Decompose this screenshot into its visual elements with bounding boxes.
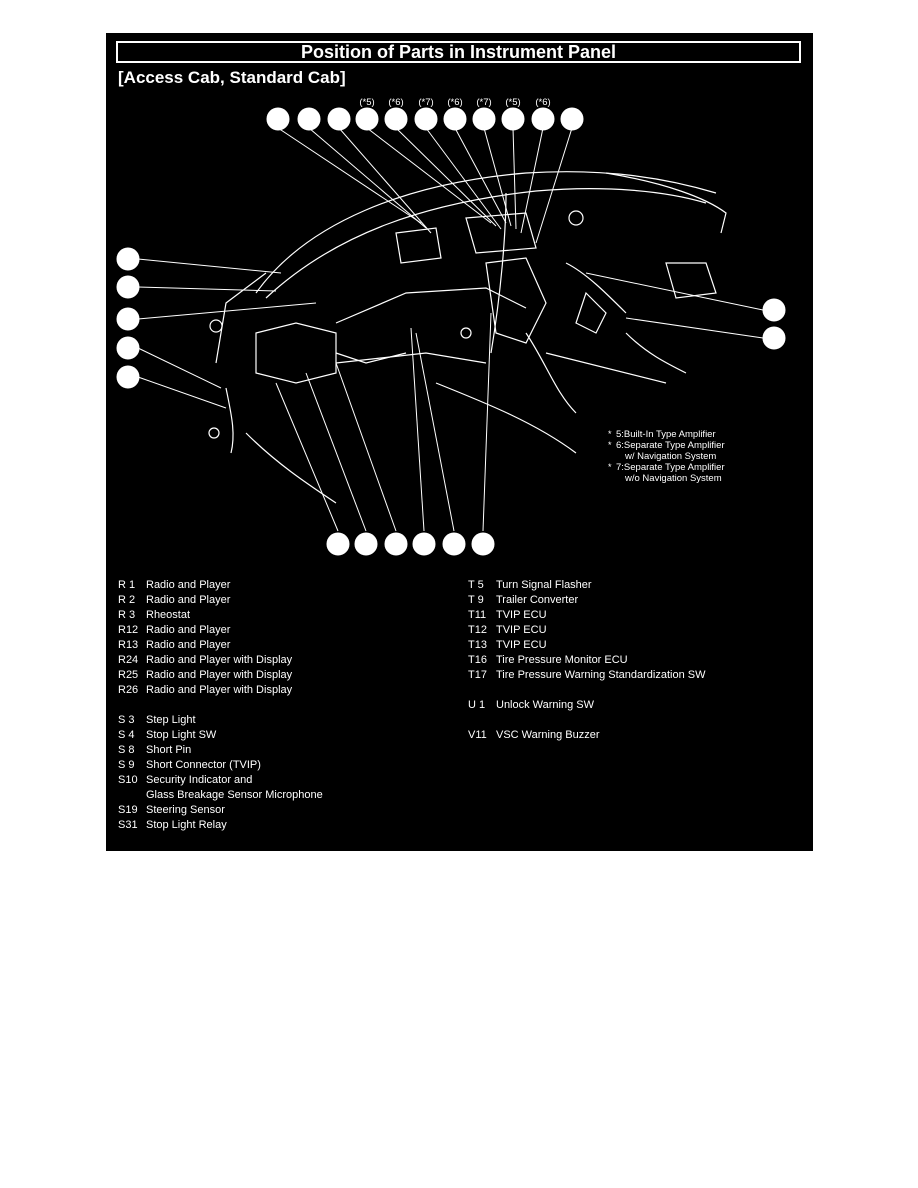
legend-label: Tire Pressure Monitor ECU bbox=[496, 654, 628, 666]
callout-S19 bbox=[443, 533, 465, 555]
legend-code: S19 bbox=[118, 804, 138, 816]
callout-T17 bbox=[385, 533, 407, 555]
legend-left-column bbox=[118, 578, 323, 833]
callout-R12 bbox=[415, 108, 437, 130]
callout-T11 bbox=[267, 108, 289, 130]
legend-code: R12 bbox=[118, 624, 139, 636]
legend-code: T13 bbox=[468, 639, 487, 651]
legend-right-column bbox=[468, 578, 706, 743]
callout-note: (*7) bbox=[418, 97, 434, 108]
footnotes bbox=[608, 429, 725, 484]
legend-label: Tire Pressure Warning Standardization SW bbox=[496, 669, 706, 681]
legend-code: R 2 bbox=[118, 594, 136, 606]
legend-label: Radio and Player with Display bbox=[146, 684, 293, 696]
legend-code: R 1 bbox=[118, 579, 136, 591]
footnote-text: w/o Navigation System bbox=[625, 473, 722, 484]
svg-text:U1: U1 bbox=[476, 540, 490, 551]
legend-row bbox=[118, 578, 323, 593]
left-callouts bbox=[117, 248, 139, 388]
callout-S4 bbox=[117, 276, 139, 298]
callout-S31 bbox=[117, 248, 139, 270]
callout-note: (*6) bbox=[388, 97, 404, 108]
legend-label: Stop Light Relay bbox=[146, 819, 227, 831]
callout-S3 bbox=[327, 533, 349, 555]
top-callouts bbox=[267, 97, 583, 130]
legend-code: S31 bbox=[118, 819, 138, 831]
svg-text:S4: S4 bbox=[121, 283, 135, 294]
legend-row bbox=[118, 623, 323, 638]
callout-R24 bbox=[385, 108, 407, 130]
svg-text:S19: S19 bbox=[445, 540, 463, 551]
callout-note: (*7) bbox=[476, 97, 492, 108]
svg-text:T12: T12 bbox=[300, 115, 318, 126]
legend-row bbox=[118, 773, 323, 788]
legend-label: Radio and Player with Display bbox=[146, 669, 293, 681]
legend-code: S10 bbox=[118, 774, 138, 786]
callout-T9 bbox=[763, 299, 785, 321]
svg-text:R25: R25 bbox=[445, 115, 465, 126]
svg-text:R2: R2 bbox=[506, 115, 520, 126]
callout-R3 bbox=[413, 533, 435, 555]
legend-row bbox=[468, 698, 706, 713]
legend-row bbox=[118, 713, 323, 728]
svg-text:T11: T11 bbox=[269, 115, 287, 126]
legend-label: Steering Sensor bbox=[146, 804, 225, 816]
footnote-text: 5:Built-In Type Amplifier bbox=[616, 429, 716, 440]
legend-row bbox=[118, 728, 323, 743]
bottom-callouts bbox=[327, 533, 494, 555]
legend-row bbox=[468, 668, 706, 683]
legend-label: TVIP ECU bbox=[496, 609, 547, 621]
legend-row bbox=[118, 668, 323, 683]
callout-note: (*6) bbox=[447, 97, 463, 108]
legend-row bbox=[118, 593, 323, 608]
legend-label: Radio and Player bbox=[146, 639, 231, 651]
legend-label: Turn Signal Flasher bbox=[496, 579, 592, 591]
legend-code: T 5 bbox=[468, 579, 484, 591]
legend-code: R24 bbox=[118, 654, 139, 666]
callout-R13 bbox=[473, 108, 495, 130]
legend-row bbox=[118, 758, 323, 773]
svg-text:S8: S8 bbox=[121, 373, 135, 384]
legend-code: T12 bbox=[468, 624, 487, 636]
callout-note: (*6) bbox=[535, 97, 551, 108]
callout-R25 bbox=[444, 108, 466, 130]
legend-label: Unlock Warning SW bbox=[496, 699, 595, 711]
footnote-mark: * bbox=[608, 429, 612, 439]
svg-text:T5: T5 bbox=[360, 540, 372, 551]
legend-row bbox=[468, 713, 706, 728]
legend-code: U 1 bbox=[468, 699, 486, 711]
legend-code: S 8 bbox=[118, 744, 135, 756]
svg-text:R26: R26 bbox=[533, 115, 553, 126]
callout-S8 bbox=[117, 366, 139, 388]
svg-text:S31: S31 bbox=[119, 255, 137, 266]
legend-code: V11 bbox=[468, 729, 487, 741]
legend-code: R 3 bbox=[118, 609, 136, 621]
svg-text:R12: R12 bbox=[416, 115, 436, 126]
legend-row bbox=[118, 653, 323, 668]
legend-row bbox=[468, 728, 706, 743]
legend-label: Trailer Converter bbox=[496, 594, 579, 606]
legend-label: Security Indicator and bbox=[146, 774, 253, 786]
callout-note: (*5) bbox=[359, 97, 375, 108]
legend-code: S 4 bbox=[118, 729, 135, 741]
legend-row bbox=[118, 683, 323, 698]
legend-code: R26 bbox=[118, 684, 139, 696]
bottom-leader-lines bbox=[276, 313, 491, 531]
legend-code: T 9 bbox=[468, 594, 484, 606]
callout-S10 bbox=[117, 308, 139, 330]
diagram-panel bbox=[106, 33, 813, 851]
legend-label: Radio and Player bbox=[146, 594, 231, 606]
footnote-text: 6:Separate Type Amplifier bbox=[616, 440, 725, 451]
right-callouts bbox=[763, 299, 785, 349]
right-leader-lines bbox=[586, 273, 763, 338]
svg-text:V11: V11 bbox=[765, 334, 783, 345]
legend-code: R25 bbox=[118, 669, 139, 681]
footnote-text: w/ Navigation System bbox=[625, 451, 717, 462]
legend-row bbox=[118, 698, 323, 713]
legend-label: Radio and Player bbox=[146, 624, 231, 636]
callout-R2 bbox=[502, 108, 524, 130]
svg-text:T13: T13 bbox=[330, 115, 348, 126]
footnote-text: 7:Separate Type Amplifier bbox=[616, 462, 725, 473]
legend-row bbox=[468, 653, 706, 668]
svg-text:T17: T17 bbox=[387, 540, 405, 551]
top-leader-lines bbox=[278, 128, 572, 243]
legend-row bbox=[468, 683, 706, 698]
svg-text:S10: S10 bbox=[119, 315, 137, 326]
svg-text:T9: T9 bbox=[768, 306, 780, 317]
legend-code: R13 bbox=[118, 639, 139, 651]
legend-code: T11 bbox=[468, 609, 487, 621]
legend-label: Radio and Player with Display bbox=[146, 654, 293, 666]
footnote-mark: * bbox=[608, 440, 612, 450]
legend-code: T17 bbox=[468, 669, 487, 681]
legend-label: Glass Breakage Sensor Microphone bbox=[146, 789, 323, 801]
svg-text:R24: R24 bbox=[386, 115, 406, 126]
legend-label: TVIP ECU bbox=[496, 624, 547, 636]
callout-U1 bbox=[472, 533, 494, 555]
page-subtitle: [Access Cab, Standard Cab] bbox=[118, 68, 346, 87]
callout-R1 bbox=[356, 108, 378, 130]
legend-label: VSC Warning Buzzer bbox=[496, 729, 600, 741]
callout-T5 bbox=[355, 533, 377, 555]
callout-V11 bbox=[763, 327, 785, 349]
callout-T13 bbox=[328, 108, 350, 130]
legend-label: Stop Light SW bbox=[146, 729, 217, 741]
callout-R26 bbox=[532, 108, 554, 130]
callout-T12 bbox=[298, 108, 320, 130]
legend-label: Step Light bbox=[146, 714, 196, 726]
svg-text:R3: R3 bbox=[417, 540, 431, 551]
legend-row bbox=[468, 623, 706, 638]
legend-label: Short Connector (TVIP) bbox=[146, 759, 261, 771]
svg-text:S3: S3 bbox=[331, 540, 345, 551]
legend-code: S 9 bbox=[118, 759, 135, 771]
legend-row bbox=[468, 578, 706, 593]
page-title: Position of Parts in Instrument Panel bbox=[116, 41, 801, 63]
legend-row bbox=[118, 743, 323, 758]
svg-text:R1: R1 bbox=[360, 115, 374, 126]
legend-row bbox=[118, 803, 323, 818]
svg-text:R13: R13 bbox=[474, 115, 494, 126]
legend-row bbox=[468, 593, 706, 608]
legend-row bbox=[468, 608, 706, 623]
callout-note: (*5) bbox=[505, 97, 521, 108]
instrument-panel-diagram bbox=[106, 33, 813, 563]
legend-label: TVIP ECU bbox=[496, 639, 547, 651]
legend-label: Radio and Player bbox=[146, 579, 231, 591]
left-leader-lines bbox=[138, 259, 316, 408]
svg-text:T16: T16 bbox=[563, 115, 581, 126]
legend-row bbox=[118, 788, 323, 803]
callout-S9 bbox=[117, 337, 139, 359]
legend-code: T16 bbox=[468, 654, 487, 666]
legend-row bbox=[468, 638, 706, 653]
legend-row bbox=[118, 818, 323, 833]
legend-row bbox=[118, 608, 323, 623]
footnote-mark: * bbox=[608, 462, 612, 472]
svg-text:S9: S9 bbox=[121, 344, 135, 355]
legend-row bbox=[118, 638, 323, 653]
legend-label: Short Pin bbox=[146, 744, 192, 756]
legend-code: S 3 bbox=[118, 714, 135, 726]
callout-T16 bbox=[561, 108, 583, 130]
legend-label: Rheostat bbox=[146, 609, 191, 621]
